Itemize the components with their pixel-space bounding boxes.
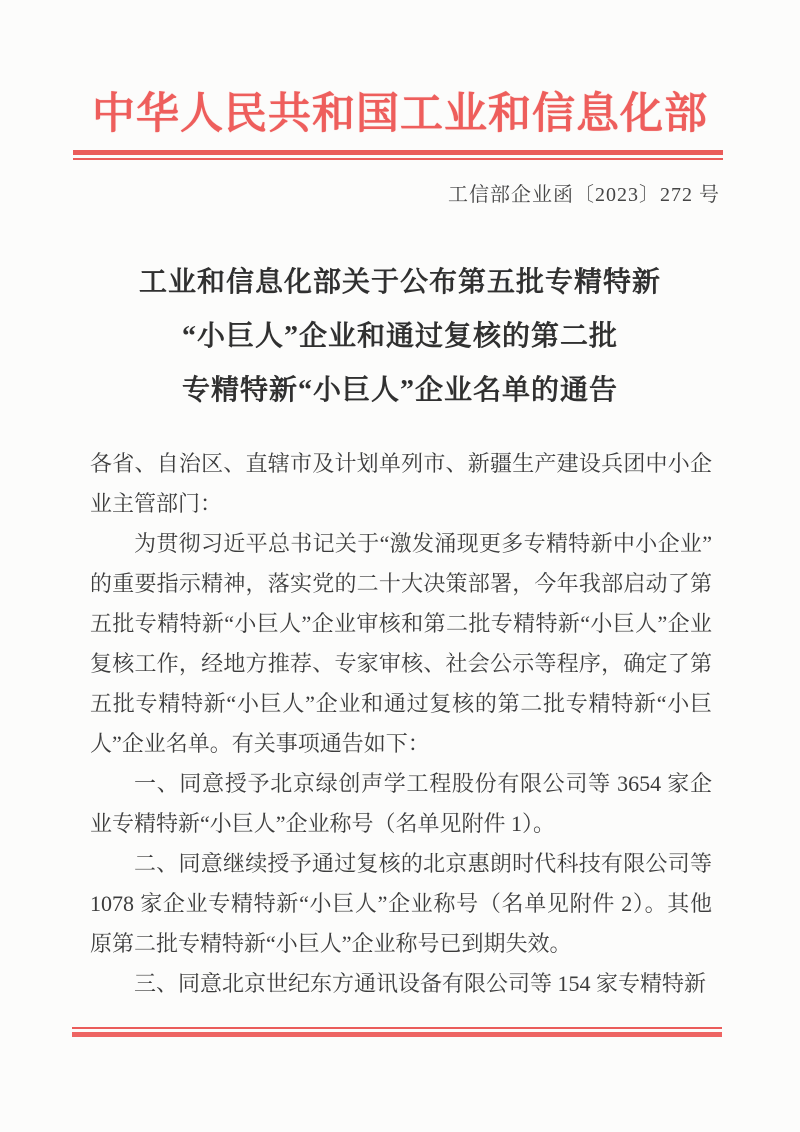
- footer-divider-thin-line: [72, 1027, 722, 1029]
- body-paragraph-item-1: 一、同意授予北京绿创声学工程股份有限公司等 3654 家企业专精特新“小巨人”企业称号（名单见附件 1）。: [90, 771, 712, 836]
- document-body: [90, 444, 712, 1004]
- letterhead: [0, 86, 800, 210]
- document-title: [0, 256, 800, 418]
- document-title-line-3: 专精特新“小巨人”企业名单的通告: [181, 375, 618, 406]
- letterhead-divider-thin-line: [73, 158, 723, 160]
- addressee-paragraph: 各省、自治区、直辖市及计划单列市、新疆生产建设兵团中小企业主管部门：: [90, 451, 712, 516]
- doc-number: 工信部企业函〔2023〕272 号: [448, 184, 720, 206]
- footer-divider-thick-line: [72, 1032, 722, 1037]
- body-paragraph-item-2: 二、同意继续授予通过复核的北京惠朗时代科技有限公司等 1078 家企业专精特新“小巨人”企业称号（名单见附件 2）。其他原第二批专精特新“小巨人”企业称号已到期失效。: [90, 851, 712, 956]
- document-title-line-2: “小巨人”企业和通过复核的第二批: [181, 321, 618, 352]
- body-paragraph-intro: 为贯彻习近平总书记关于“激发涌现更多专精特新中小企业”的重要指示精神，落实党的二十大决策部署，今年我部启动了第五批专精特新“小巨人”企业审核和第二批专精特新“小巨人”企业复核工作，经地方推荐、专家审核、社会公示等程序，确定了第五批专精特新“小巨人”企业和通过复核的第二批专精特新“小巨人”企业名单。有关事项通告如下：: [90, 531, 712, 756]
- document-title-line-1: 工业和信息化部关于公布第五批专精特新: [138, 267, 661, 298]
- body-paragraph-item-3-truncated: 三、同意北京世纪东方通讯设备有限公司等 154 家专精特新: [134, 971, 707, 996]
- letterhead-org-name: 中华人民共和国工业和信息化部: [92, 91, 708, 138]
- footer-divider: [72, 1027, 722, 1037]
- letterhead-divider-thick-line: [73, 150, 723, 155]
